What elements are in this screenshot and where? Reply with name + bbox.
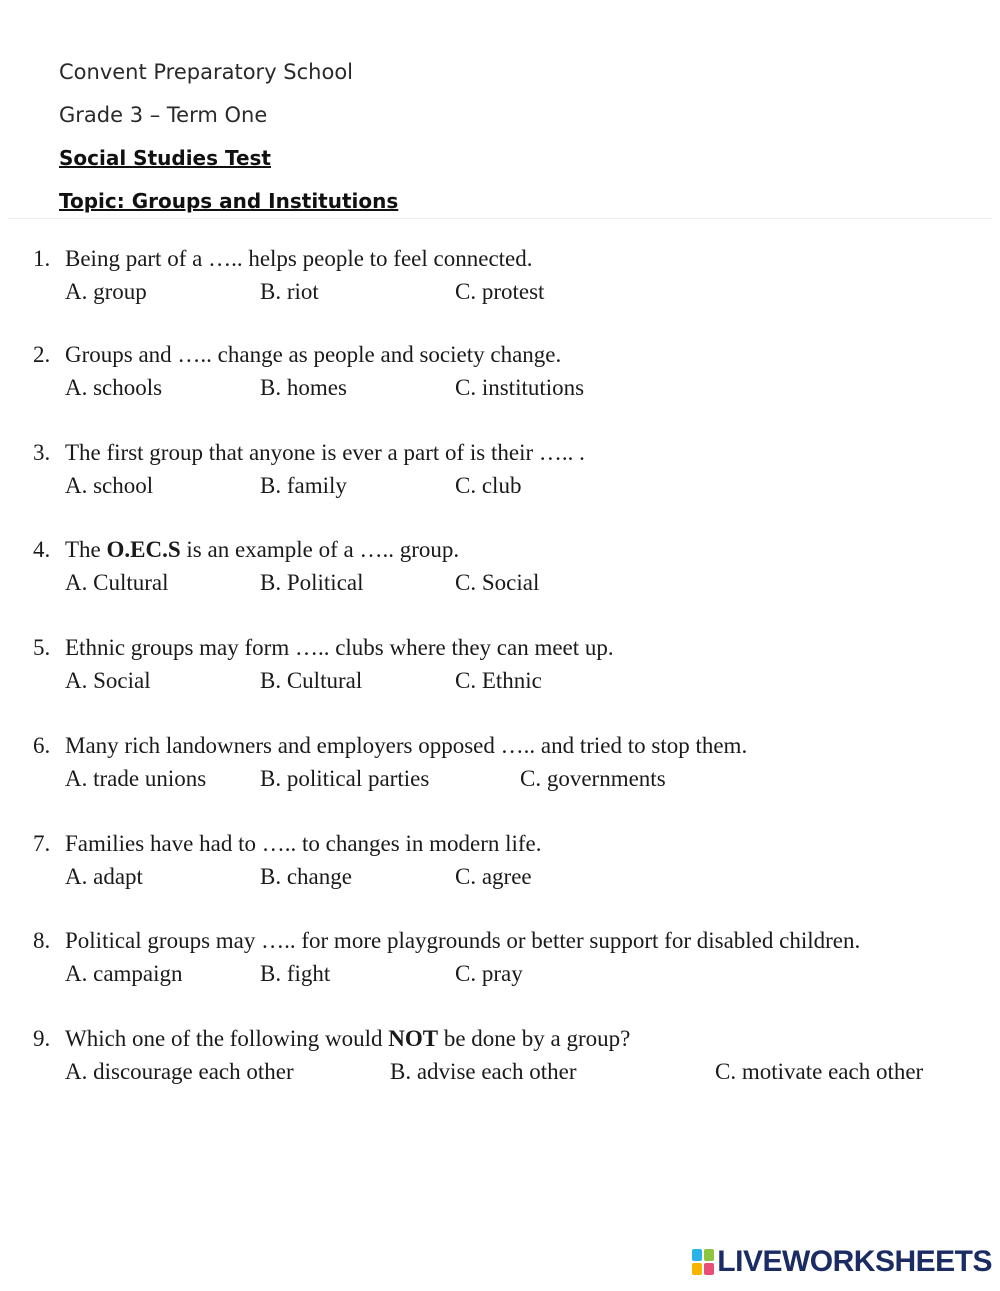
option-a[interactable]: A. schools bbox=[65, 375, 163, 400]
option-a[interactable]: A. adapt bbox=[65, 864, 143, 889]
question-6 bbox=[33, 729, 983, 795]
logo-mark-block bbox=[692, 1249, 702, 1261]
school-name: Convent Preparatory School bbox=[59, 60, 354, 84]
question-stem: Ethnic groups may form ….. clubs where they can meet up. bbox=[65, 635, 614, 660]
logo-mark-block bbox=[704, 1249, 714, 1261]
option-a[interactable]: A. discourage each other bbox=[65, 1059, 294, 1084]
question-stem-emphasis: O.EC.S bbox=[106, 537, 181, 562]
question-2 bbox=[33, 338, 983, 404]
option-a[interactable]: A. group bbox=[65, 279, 147, 304]
option-b[interactable]: B. family bbox=[260, 473, 347, 498]
question-stem-end: is an example of a ….. group. bbox=[180, 537, 460, 562]
option-c[interactable]: C. club bbox=[455, 473, 522, 498]
option-b[interactable]: B. riot bbox=[260, 279, 319, 304]
option-c[interactable]: C. institutions bbox=[455, 375, 585, 400]
question-number: 5. bbox=[33, 635, 51, 660]
question-stem: Families have had to ….. to changes in modern life. bbox=[65, 831, 542, 856]
question-number: 1. bbox=[33, 246, 51, 271]
option-b[interactable]: B. Cultural bbox=[260, 668, 363, 693]
option-a[interactable]: A. school bbox=[65, 473, 154, 498]
question-3 bbox=[33, 436, 983, 502]
question-stem: Many rich landowners and employers opposed ….. and tried to stop them. bbox=[65, 733, 748, 758]
question-number: 9. bbox=[33, 1026, 51, 1051]
question-number: 6. bbox=[33, 733, 51, 758]
question-stem: Being part of a ….. helps people to feel connected. bbox=[65, 246, 533, 271]
option-c[interactable]: C. governments bbox=[520, 766, 666, 791]
option-c[interactable]: C. Ethnic bbox=[455, 668, 542, 693]
worksheet-header bbox=[59, 56, 398, 228]
question-stem: Which one of the following would bbox=[65, 1026, 389, 1051]
option-a[interactable]: A. trade unions bbox=[65, 766, 207, 791]
question-number: 4. bbox=[33, 537, 51, 562]
question-stem: The first group that anyone is ever a part of is their ….. . bbox=[65, 440, 585, 465]
question-number: 3. bbox=[33, 440, 51, 465]
question-stem-end: be done by a group? bbox=[438, 1026, 631, 1051]
logo-mark-block bbox=[692, 1263, 702, 1275]
logo-mark-block bbox=[704, 1263, 714, 1275]
question-4 bbox=[33, 533, 983, 599]
question-9 bbox=[33, 1022, 983, 1088]
question-number: 2. bbox=[33, 342, 51, 367]
logo-text: LIVEWORKSHEETS bbox=[717, 1245, 992, 1278]
question-8 bbox=[33, 924, 983, 990]
option-b[interactable]: B. political parties bbox=[260, 766, 430, 791]
question-7 bbox=[33, 827, 983, 893]
liveworksheets-logo[interactable] bbox=[692, 1245, 992, 1279]
option-b[interactable]: B. Political bbox=[260, 570, 364, 595]
question-stem: Groups and ….. change as people and society change. bbox=[65, 342, 562, 367]
option-b[interactable]: B. fight bbox=[260, 961, 331, 986]
question-stem-emphasis: NOT bbox=[388, 1026, 439, 1051]
option-a[interactable]: A. Social bbox=[65, 668, 151, 693]
question-number: 7. bbox=[33, 831, 51, 856]
option-c[interactable]: C. motivate each other bbox=[715, 1059, 924, 1084]
question-number: 8. bbox=[33, 928, 51, 953]
topic-title: Topic: Groups and Institutions bbox=[59, 189, 399, 213]
option-b[interactable]: B. advise each other bbox=[390, 1059, 577, 1084]
logo-mark-icon bbox=[692, 1249, 714, 1275]
question-1 bbox=[33, 242, 983, 308]
option-b[interactable]: B. homes bbox=[260, 375, 347, 400]
option-a[interactable]: A. Cultural bbox=[65, 570, 169, 595]
option-b[interactable]: B. change bbox=[260, 864, 352, 889]
option-c[interactable]: C. Social bbox=[455, 570, 540, 595]
question-stem: Political groups may ….. for more playgrounds or better support for disabled children. bbox=[65, 928, 861, 953]
option-c[interactable]: C. pray bbox=[455, 961, 523, 986]
option-c[interactable]: C. protest bbox=[455, 279, 545, 304]
question-stem: The bbox=[65, 537, 107, 562]
option-c[interactable]: C. agree bbox=[455, 864, 532, 889]
question-5 bbox=[33, 631, 983, 697]
header-divider bbox=[8, 218, 992, 219]
subject-title: Social Studies Test bbox=[59, 146, 271, 170]
grade-term: Grade 3 – Term One bbox=[59, 103, 268, 127]
option-a[interactable]: A. campaign bbox=[65, 961, 183, 986]
